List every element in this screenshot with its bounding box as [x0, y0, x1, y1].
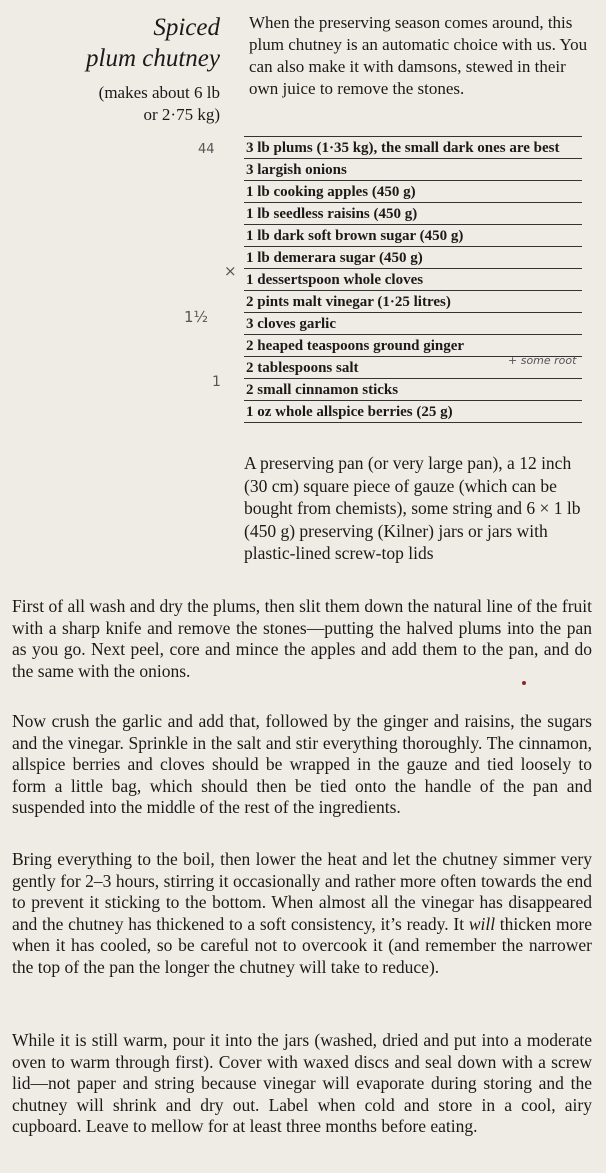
ingredient-item: 2 pints malt vinegar (1·25 litres)	[244, 291, 582, 313]
title-line-2: plum chutney	[86, 45, 220, 72]
recipe-title	[40, 12, 220, 74]
ingredient-item: 1 oz whole allspice berries (25 g)	[244, 401, 582, 423]
ingredient-item: 2 small cinnamon sticks	[244, 379, 582, 401]
ingredient-item: 1 lb demerara sugar (450 g)	[244, 247, 582, 269]
ingredient-item: 1 lb seedless raisins (450 g)	[244, 203, 582, 225]
ingredient-item: 2 tablespoons salt	[244, 357, 582, 379]
yield-note	[40, 82, 220, 126]
ingredient-item: 1 lb dark soft brown sugar (450 g)	[244, 225, 582, 247]
method-paragraph-4: While it is still warm, pour it into the jars (washed, dried and put into a moderate oven to warm through first). Cover with waxed discs and seal down with a screw lid—not paper and string because vinegar will evaporate during storing and the chutney will shrink and dry out. Label when cold and store in a cool, airy cupboard. Leave to mellow for at least three months before eating.	[12, 1030, 592, 1136]
ingredient-list	[244, 136, 582, 423]
method-paragraph-1: First of all wash and dry the plums, then slit them down the natural line of the fruit with a sharp knife and remove the stones—putting the halved plums into the pan as you go. Next peel, core and mince the apples and add them to the pan, and do the same with the onions.	[12, 596, 592, 681]
ink-dot	[522, 681, 526, 685]
handwritten-ginger-note: + some root	[508, 354, 577, 367]
ingredient-item: 3 cloves garlic	[244, 313, 582, 335]
method-paragraph-3	[12, 849, 592, 978]
method-paragraph-2: Now crush the garlic and add that, followed by the ginger and raisins, the sugars and the vinegar. Sprinkle in the salt and stir everything thoroughly. The cinnamon, allspice berries and cloves should be wrapped in the gauze and tied loosely to form a little bag, which should then be tied onto the handle of the pan and suspended into the middle of the rest of the ingredients.	[12, 711, 592, 817]
equipment-paragraph: A preserving pan (or very large pan), a 12 inch (30 cm) square piece of gauze (which can be bought from chemists), some string and 6 × 1 lb (450 g) preserving (Kilner) jars or jars with plastic-lined screw-top lids	[244, 453, 581, 563]
ingredient-item: 1 lb cooking apples (450 g)	[244, 181, 582, 203]
emphasis-text: will	[468, 913, 496, 934]
ingredient-item: 1 dessertspoon whole cloves	[244, 269, 582, 291]
ingredient-item: 2 heaped teaspoons ground ginger	[244, 335, 582, 357]
handwritten-demerara-mark: ×	[224, 262, 237, 280]
yield-line-1: (makes about 6 lb	[98, 83, 220, 102]
method-text: thicken more when it has cooled, so be careful not to overcook it (and remember the narrower the top of the pan the longer the chutney will take to reduce).	[12, 913, 592, 977]
intro-paragraph: When the preserving season comes around, this plum chutney is an automatic choice with us. You can also make it with damsons, stewed in their own juice to remove the stones.	[249, 13, 588, 98]
title-line-1: Spiced	[153, 14, 220, 41]
handwritten-vinegar-note: 1½	[184, 308, 209, 326]
yield-line-2: or 2·75 kg)	[143, 105, 220, 124]
handwritten-salt-note: 1	[212, 374, 221, 390]
handwritten-plums-note: 44	[198, 142, 215, 157]
ingredient-item: 3 lb plums (1·35 kg), the small dark ones are best	[244, 137, 582, 159]
ingredient-item: 3 largish onions	[244, 159, 582, 181]
method-text: Bring everything to the boil, then lower the heat and let the chutney simmer very gently for 2–3 hours, stirring it occasionally and rather more often towards the end to prevent it sticking to the bottom. When almost all the vinegar has disappeared and the chutney has thickened to a soft consistency, it’s ready. It	[12, 849, 592, 934]
